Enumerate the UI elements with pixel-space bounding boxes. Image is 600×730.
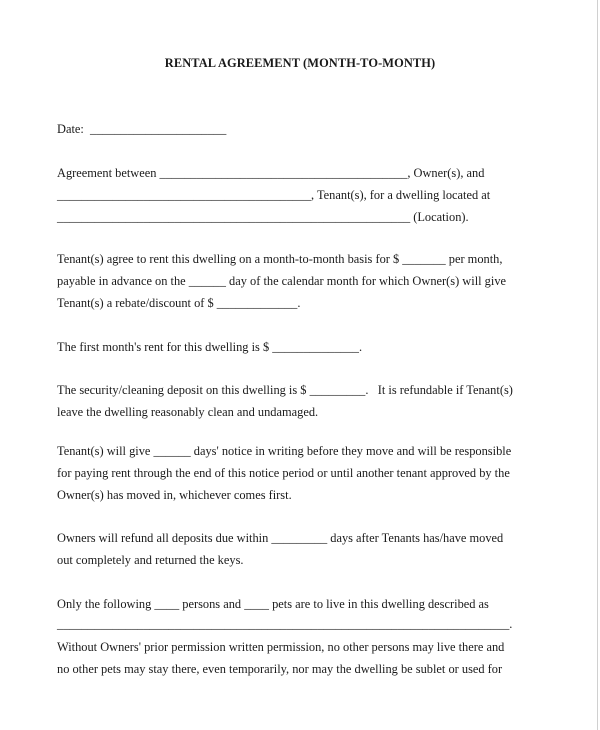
document-title: RENTAL AGREEMENT (MONTH-TO-MONTH) [164,56,436,70]
first-month-line: The first month's rent for this dwelling is $ ______________. [57,340,363,354]
agreement-line-1: Agreement between ________________________________________, Owner(s), and [57,166,485,180]
deposit-line-2: leave the dwelling reasonably clean and undamaged. [57,405,319,419]
occupants-line-1: Only the following ____ persons and ____ pets are to live in this dwelling described as [57,597,489,611]
refund-line-1: Owners will refund all deposits due within _________ days after Tenants has/have moved [57,531,504,545]
notice-line-3: Owner(s) has moved in, whichever comes first. [57,488,292,502]
agreement-line-3: _________________________________________________________ (Location). [57,210,469,224]
notice-line-1: Tenant(s) will give ______ days' notice in writing before they move and will be responsible [57,444,512,458]
deposit-line-1: The security/cleaning deposit on this dwelling is $ _________. It is refundable if Tenant(s) [57,383,513,397]
notice-line-2: for paying rent through the end of this notice period or until another tenant approved by the [57,466,510,480]
permission-line-1: Without Owners' prior permission written permission, no other persons may live there and [57,640,505,654]
agreement-line-2: _________________________________________, Tenant(s), for a dwelling located at [57,188,491,202]
rent-line-3: Tenant(s) a rebate/discount of $ _____________. [57,296,301,310]
refund-line-2: out completely and returned the keys. [57,553,244,567]
date-line: Date: ______________________ [57,122,227,136]
rent-line-1: Tenant(s) agree to rent this dwelling on a month-to-month basis for $ _______ per month, [57,252,503,266]
occupants-line-2: _________________________________________________________________________. [57,617,513,631]
rent-line-2: payable in advance on the ______ day of the calendar month for which Owner(s) will give [57,274,507,288]
permission-line-2: no other pets may stay there, even temporarily, nor may the dwelling be sublet or used for [57,662,503,676]
